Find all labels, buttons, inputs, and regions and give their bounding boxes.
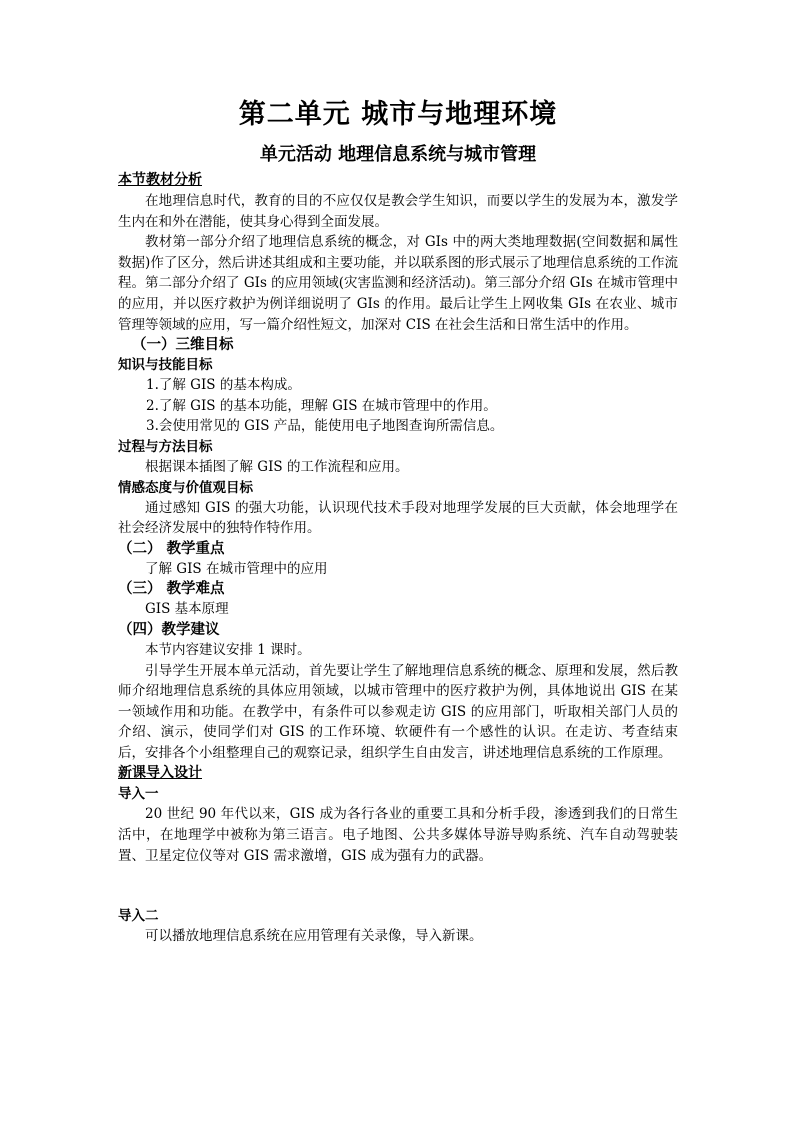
emotion-goals-text: 通过感知 GIS 的强大功能，认识现代技术手段对地理学发展的巨大贡献，体会地理学在社会经济发展中的独特作特作用。 [118, 499, 678, 537]
activity-subtitle: 单元活动 地理信息系统与城市管理 [259, 144, 537, 165]
suggestion-heading: （四）教学建议 [118, 620, 220, 638]
intro-two-text: 可以播放地理信息系统在应用管理有关录像，导入新课。 [145, 928, 483, 945]
key-point-text: 了解 GIS 在城市管理中的应用 [145, 560, 328, 577]
unit-title: 第二单元 城市与地理环境 [238, 99, 558, 130]
analysis-heading: 本节教材分析 [118, 172, 202, 188]
goals-heading: （一）三维目标 [132, 336, 234, 354]
emotion-goals-heading: 情感态度与价值观目标 [118, 479, 253, 496]
analysis-paragraph-2: 教材第一部分介绍了地理信息系统的概念，对 GIs 中的两大类地理数据(空间数据和属性数据)作了区分，然后讲述其组成和主要功能，并以联系图的形式展示了地理信息系统的工作流程。第二部分介绍了 GIs 的应用领域(灾害监测和经济活动)。第三部分介绍 GIs 在城市管理中的应用，并以医疗救护为例详细说明了 GIs 的作用。最后让学生上网收集 GIs 在农业、城市管理等领域的应用，写一篇介绍性短文，加深对 CIS 在社会生活和日常生活中的作用。 [118, 234, 678, 333]
intro-one-text: 20 世纪 90 年代以来，GIS 成为各行各业的重要工具和分析手段，渗透到我们的日常生活中，在地理学中被称为第三语言。电子地图、公共多媒体导游导购系统、汽车自动驾驶装置、卫星定位仪等对 GIS 需求激增，GIS 成为强有力的武器。 [118, 806, 678, 864]
spacer [118, 866, 678, 906]
process-goals-heading: 过程与方法目标 [118, 438, 213, 455]
difficulty-text: GIS 基本原理 [145, 601, 229, 618]
intro-one-heading: 导入一 [118, 786, 159, 803]
document-page [118, 96, 678, 947]
knowledge-goal-item: 2.了解 GIS 的基本功能，理解 GIS 在城市管理中的作用。 [146, 397, 497, 414]
analysis-paragraph-1: 在地理信息时代，教育的目的不应仅仅是教会学生知识，而要以学生的发展为本，激发学生内在和外在潜能，使其身心得到全面发展。 [118, 193, 678, 230]
difficulty-heading: （三） 教学难点 [118, 580, 225, 598]
knowledge-goals-heading: 知识与技能目标 [118, 357, 213, 374]
knowledge-goal-item: 3.会使用常见的 GIS 产品，能使用电子地图查询所需信息。 [146, 418, 504, 435]
suggestion-paragraph-2: 引导学生开展本单元活动，首先要让学生了解地理信息系统的概念、原理和发展，然后教师介绍地理信息系统的具体应用领域，以城市管理中的医疗救护为例，具体地说出 GIS 在某一领域作用和功能。在教学中，有条件可以参观走访 GIS 的应用部门，听取相关部门人员的介绍、演示，使同学们对 GIS 的工作环境、软硬件有一个感性的认识。在走访、考查结束后，安排各个小组整理自己的观察记录，组织学生自由发言，讲述地理信息系统的工作原理。 [118, 662, 678, 761]
suggestion-paragraph-1: 本节内容建议安排 1 课时。 [145, 641, 311, 658]
process-goals-text: 根据课本插图了解 GIS 的工作流程和应用。 [145, 458, 409, 475]
intro-design-heading: 新课导入设计 [118, 765, 202, 782]
knowledge-goal-item: 1.了解 GIS 的基本构成。 [146, 377, 301, 394]
intro-two-heading: 导入二 [118, 908, 159, 925]
key-point-heading: （二） 教学重点 [118, 539, 225, 557]
